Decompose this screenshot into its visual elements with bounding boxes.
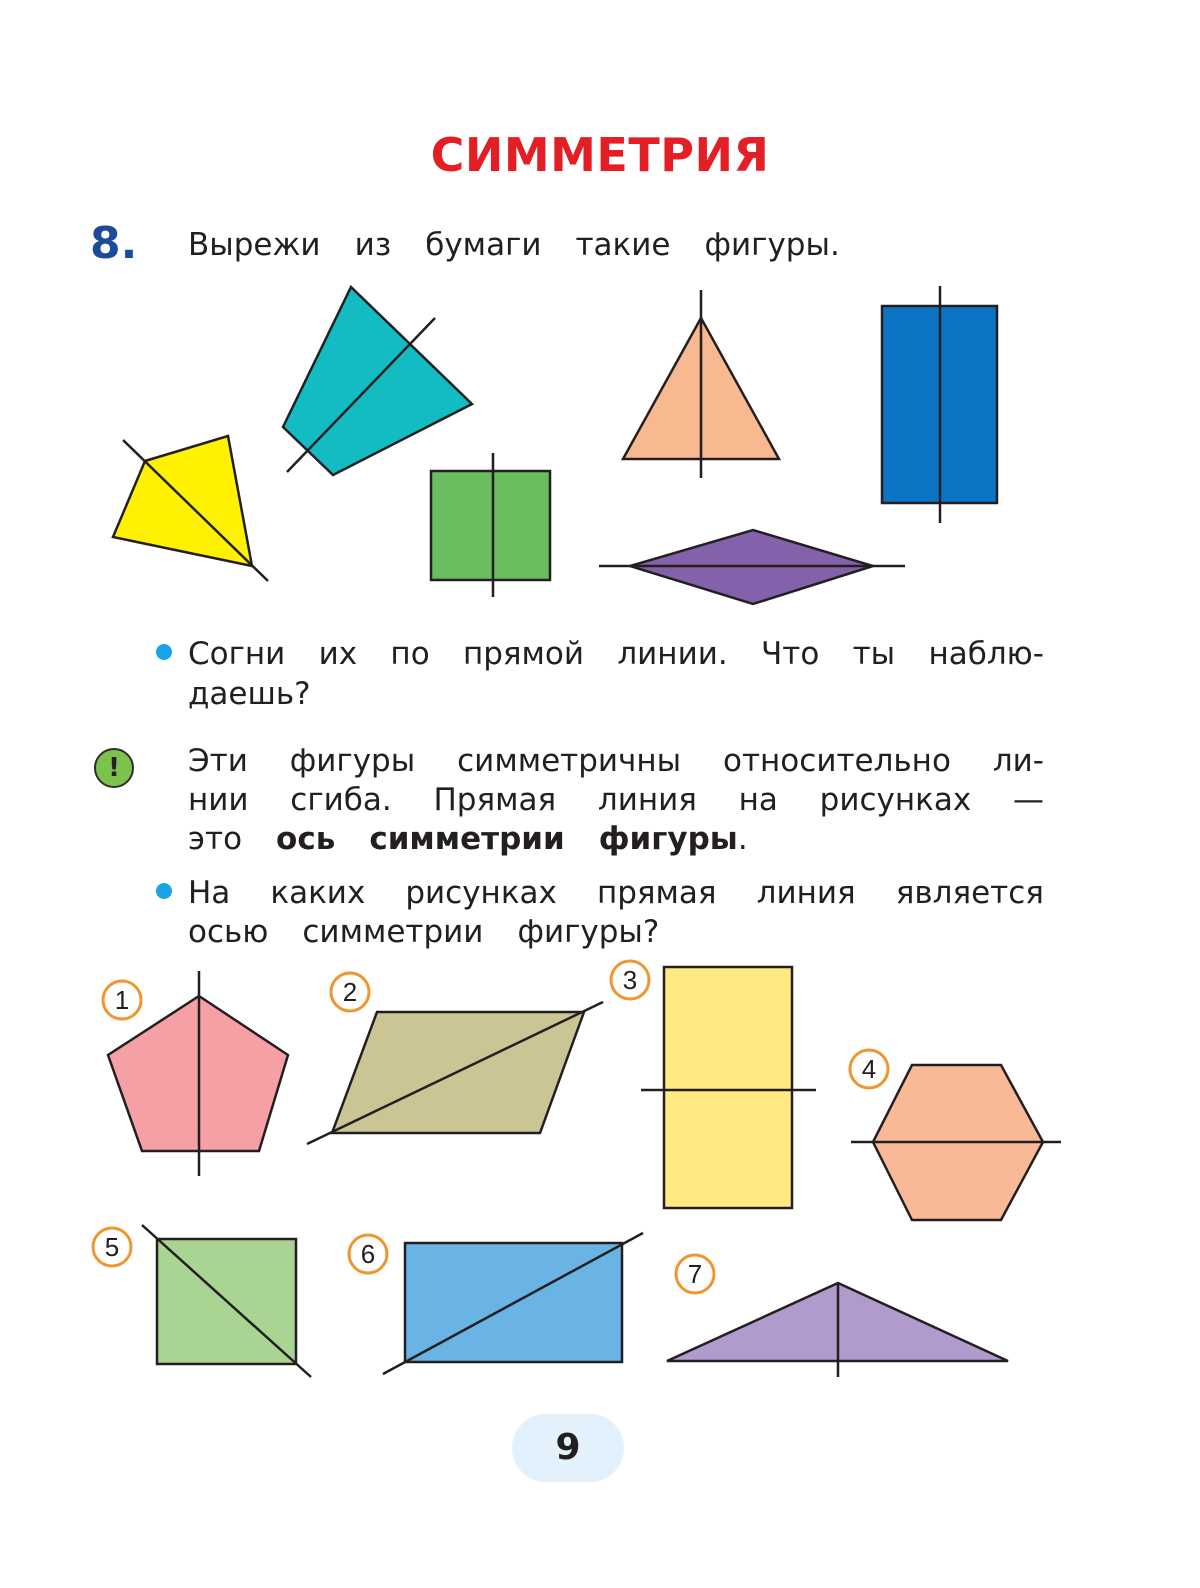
bullet-dot bbox=[156, 644, 172, 660]
rule-line3-end: . bbox=[737, 821, 748, 857]
word: такие bbox=[575, 227, 671, 263]
word: нии bbox=[188, 782, 249, 818]
word: является bbox=[895, 875, 1044, 911]
label-1: 1 bbox=[114, 985, 130, 1015]
green-square-shape bbox=[431, 471, 550, 580]
rule-line3-start: это bbox=[188, 821, 243, 857]
word: по bbox=[390, 636, 430, 672]
word: прямая bbox=[596, 875, 717, 911]
word: из bbox=[354, 227, 392, 263]
bullet2-line2 bbox=[188, 912, 1044, 952]
word: линия bbox=[756, 875, 856, 911]
word: симметричны bbox=[457, 743, 682, 779]
term-axis-word2: симметрии bbox=[369, 821, 565, 857]
word: наблю- bbox=[928, 636, 1044, 672]
page-title: СИММЕТРИЯ bbox=[430, 128, 770, 182]
word: их bbox=[318, 636, 358, 672]
word: На bbox=[188, 875, 231, 911]
bullet1-line1 bbox=[188, 634, 1044, 674]
rule-line2 bbox=[188, 780, 1044, 820]
word: симметрии bbox=[302, 914, 484, 950]
label-2: 2 bbox=[342, 977, 358, 1007]
word: — bbox=[1012, 782, 1044, 818]
word: фигуры? bbox=[517, 914, 660, 950]
bullet-dot bbox=[156, 883, 172, 899]
word: фигуры. bbox=[704, 227, 840, 263]
word: Эти bbox=[188, 743, 248, 779]
word: осью bbox=[188, 914, 269, 950]
rule-line1 bbox=[188, 741, 1044, 781]
word: бумаги bbox=[425, 227, 542, 263]
word: прямой bbox=[462, 636, 585, 672]
word: Что bbox=[761, 636, 820, 672]
word: даешь? bbox=[188, 676, 311, 712]
label-5: 5 bbox=[104, 1232, 120, 1262]
word: каких bbox=[270, 875, 366, 911]
word: рисунках bbox=[819, 782, 972, 818]
word: фигуры bbox=[289, 743, 416, 779]
term-axis-word3: фигуры bbox=[598, 821, 738, 857]
label-7: 7 bbox=[687, 1259, 703, 1289]
rule-line3 bbox=[188, 819, 1044, 859]
word: на bbox=[738, 782, 778, 818]
bullet1-line2 bbox=[188, 674, 1044, 714]
word: Вырежи bbox=[188, 227, 321, 263]
word: относительно bbox=[723, 743, 951, 779]
exclamation-icon: ! bbox=[94, 748, 134, 788]
word: Согни bbox=[188, 636, 286, 672]
label-3: 3 bbox=[622, 965, 638, 995]
yellow-rectangle-shape bbox=[664, 967, 792, 1208]
word: ли- bbox=[992, 743, 1044, 779]
word: сгиба. bbox=[290, 782, 392, 818]
task-number: 8. bbox=[90, 218, 138, 269]
word: Прямая bbox=[433, 782, 557, 818]
page-number: 9 bbox=[512, 1414, 624, 1482]
label-4: 4 bbox=[861, 1054, 877, 1084]
term-axis-word1: ось bbox=[276, 821, 336, 857]
label-6: 6 bbox=[360, 1239, 376, 1269]
word: рисунках bbox=[405, 875, 557, 911]
word: ты bbox=[852, 636, 896, 672]
word: линия bbox=[597, 782, 697, 818]
word: линии. bbox=[617, 636, 728, 672]
bullet2-line1 bbox=[188, 873, 1044, 913]
